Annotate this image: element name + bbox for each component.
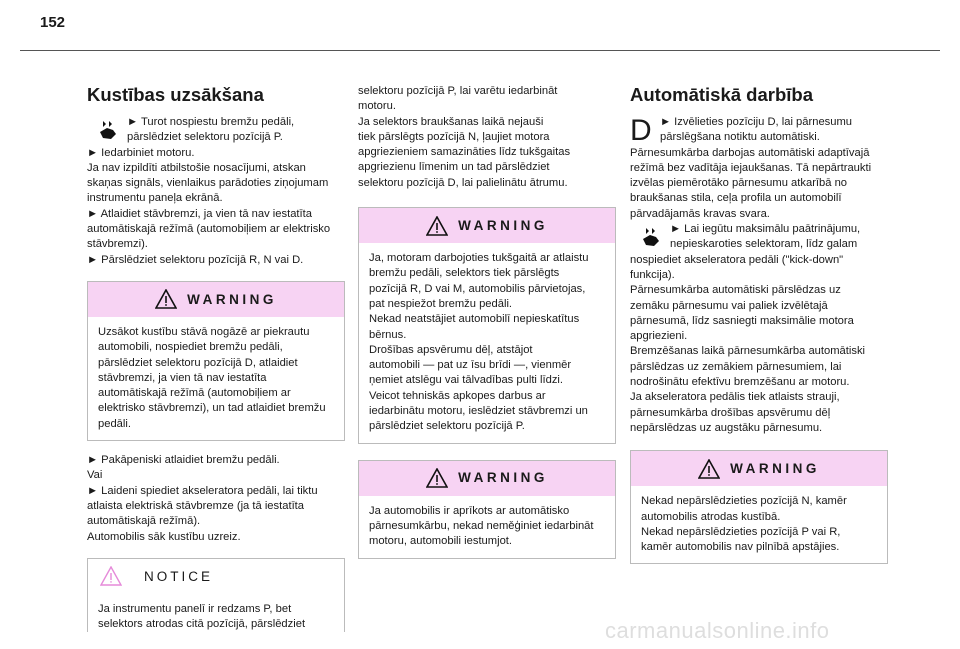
text-line: nepieskaroties selektoram, līdz galam — [670, 238, 858, 251]
text-line: pārslēdziet selektoru pozīcijā D, atlaidiet — [98, 356, 298, 369]
text-line: pārnesumā, līdz sasniegti maksimālie motora — [630, 314, 854, 327]
text-line: Pārnesumkārba automātiski pārslēdzas uz — [630, 284, 841, 297]
text-line: pat nespiežot bremžu pedāli. — [369, 297, 513, 310]
text-line: Ja instrumentu panelī ir redzams P, bet — [98, 602, 292, 615]
text-line: pedāli. — [98, 417, 131, 430]
paragraph-continued — [358, 84, 616, 191]
text-line: automātiskajā režīmā (automobiļiem ar elektrisko — [87, 223, 331, 236]
text-line: selektoru pozīcijā P, lai varētu iedarbināt — [358, 85, 558, 97]
text-line: automātiskajā režīmā (automobiļiem ar — [98, 387, 291, 400]
text-line: pozīcijā R, D vai M, automobilis pārvietojas, — [369, 282, 586, 295]
text-line: izvēlas piemērotāko pārnesumu atkarībā no — [630, 177, 848, 190]
d-instruction — [630, 115, 888, 146]
hand-instruction — [630, 222, 888, 253]
notice-header — [88, 559, 344, 594]
text-line: selektors atrodas citā pozīcijā, pārslēdziet — [98, 618, 306, 631]
text-line: Ja selektors braukšanas laikā nejauši — [358, 115, 544, 128]
paragraph-release — [87, 453, 345, 545]
text-line: ► Lai iegūtu maksimālu paātrinājumu, — [670, 223, 861, 236]
warning-box — [358, 207, 616, 444]
text-line: ► Izvēlieties pozīciju D, lai pārnesumu — [660, 116, 853, 128]
section-title-automatic: Automātiskā darbība — [630, 84, 813, 105]
warning-box — [358, 460, 616, 559]
notice-title: NOTICE — [144, 568, 214, 584]
text-line: ► Iedarbiniet motoru. — [87, 146, 195, 159]
text-line: apgriezieni. — [630, 330, 688, 343]
text-line: pārslēgšana notiktu automātiski. — [660, 131, 820, 144]
text-line: nodrošinātu efektīvu bremzēšanu ar motoru. — [630, 376, 850, 389]
text-line: automobili, nospiediet bremžu pedāli, — [98, 341, 283, 354]
text-line: nospiediet akseleratora pedāli ("kick-down" — [630, 253, 844, 266]
text-line: Nekad neatstājiet automobilī nepieskatītus — [369, 313, 580, 326]
warning-title: WARNING — [458, 217, 548, 233]
text-line: ► Pārslēdziet selektoru pozīcijā R, N vai D. — [87, 253, 304, 266]
text-line: Uzsākot kustību stāvā nogāzē ar piekrautu — [98, 325, 310, 338]
page-number: 152 — [40, 14, 66, 31]
warning-triangle-icon — [155, 289, 177, 309]
text-line: motoru, automobili iestumjot. — [369, 535, 513, 548]
warning-title: WARNING — [187, 291, 277, 307]
warning-header — [631, 451, 887, 486]
text-line: Nekad nepārslēdzieties pozīcijā N, kamēr — [641, 495, 847, 508]
text-line: atlaista elektriskā stāvbremze (ja tā iestatīta — [87, 499, 305, 512]
text-line: Automobilis sāk kustību uzreiz. — [87, 530, 241, 543]
text-line: pārslēdzas uz zemākiem pārnesumiem, lai — [630, 360, 842, 373]
hand-on-lever-icon — [97, 118, 119, 140]
text-line: zemāku pārnesumu vai paliek izvēlētajā — [630, 299, 828, 312]
text-line: skaņas signāls, vienlaikus parādoties ziņojumam — [87, 177, 329, 190]
text-line: Pārnesumkārba darbojas automātiski adaptīvajā — [630, 146, 870, 159]
text-line: pārslēdziet selektoru pozīcijā P. — [369, 420, 525, 433]
warning-body — [359, 496, 615, 558]
text-line: braukšanas stila, ceļa profila un automobilī — [630, 192, 842, 205]
warning-triangle-icon — [426, 216, 448, 236]
text-line: pārnesumkārba drošības apsvērumu dēļ — [630, 406, 831, 419]
text-line: nepārslēdzas uz augstāku pārnesumu. — [630, 421, 823, 434]
warning-box — [630, 450, 888, 564]
warning-header — [88, 282, 344, 317]
text-line: ► Pakāpeniski atlaidiet bremžu pedāli. — [87, 454, 280, 467]
watermark: carmanualsonline.info — [605, 618, 830, 643]
text-line: Ja, motoram darbojoties tukšgaitā ar atlaistu — [369, 252, 589, 265]
text-line: stāvbremzi, ja vien tā nav iestatīta — [98, 371, 267, 384]
warning-title: WARNING — [730, 461, 820, 477]
text-line: Ja nav izpildīti atbilstošie nosacījumi, atskan — [87, 161, 306, 174]
column-1 — [87, 70, 345, 632]
text-line: tiek pārslēgts pozīcijā N, ļaujiet motora — [358, 130, 550, 143]
warning-triangle-icon — [698, 459, 720, 479]
text-line: automobili — pat uz īsu brīdi —, vienmēr — [369, 359, 572, 372]
d-position-symbol: D — [630, 114, 652, 147]
text-line: ► Atlaidiet stāvbremzi, ja vien tā nav iestatīta — [87, 207, 312, 220]
text-line: kamēr automobilis nav pilnībā apstājies. — [641, 541, 840, 554]
text-line: bērnus. — [369, 328, 407, 341]
notice-body — [88, 594, 344, 633]
text-line: Drošības apsvērumu dēļ, atstājot — [369, 343, 533, 356]
text-line: Veicot tehniskās apkopes darbus ar — [369, 389, 546, 402]
warning-triangle-icon — [426, 468, 448, 488]
notice-triangle-icon — [100, 566, 122, 586]
text-line: elektrisko stāvbremzi), un tad atlaidiet bremžu — [98, 402, 326, 415]
header-divider — [20, 50, 940, 51]
text-line: Ja akseleratora pedālis tiek atlaists strauji, — [630, 391, 840, 404]
text-line: automobilis atrodas kustībā. — [641, 510, 781, 523]
column-3 — [630, 70, 888, 564]
text-line: stāvbremzi). — [87, 238, 148, 251]
text-line: apgriezieniem samazināties līdz tukšgaitas — [358, 146, 571, 159]
text-line: apgriezienu līmenim un tad pārslēdziet — [358, 161, 550, 174]
text-line: ► Laideni spiediet akseleratora pedāli, lai tiktu — [87, 484, 318, 497]
hand-instruction — [87, 115, 345, 146]
text-line: motoru. — [358, 100, 396, 113]
notice-box — [87, 558, 345, 633]
warning-body — [359, 243, 615, 443]
text-line: funkcija). — [630, 268, 675, 281]
warning-header — [359, 461, 615, 496]
hand-on-lever-icon — [640, 225, 662, 247]
text-line: iedarbinātu motoru, ieslēdziet stāvbremzi un — [369, 405, 588, 418]
text-line: Ja automobilis ir aprīkots ar automātisko — [369, 504, 570, 517]
text-line: ņemiet atslēgu vai tālvadības pulti līdzi. — [369, 374, 564, 387]
text-line: instrumentu paneļa ekrānā. — [87, 192, 223, 205]
warning-header — [359, 208, 615, 243]
text-line: pārslēdziet selektoru pozīcijā P. — [127, 131, 283, 144]
column-2 — [358, 84, 616, 559]
text-line: Nekad nepārslēdzieties pozīcijā P vai R, — [641, 525, 841, 538]
text-line: Bremzēšanas laikā pārnesumkārba automātiski — [630, 345, 866, 358]
paragraph-kickdown — [630, 253, 888, 437]
paragraph-adaptive — [630, 146, 888, 222]
text-line: selektoru pozīcijā D, lai palielinātu ātrumu. — [358, 176, 568, 189]
warning-box — [87, 281, 345, 441]
warning-title: WARNING — [458, 470, 548, 486]
text-line: automātiskajā režīmā). — [87, 515, 201, 528]
paragraph-start — [87, 146, 345, 268]
section-title-starting: Kustības uzsākšana — [87, 84, 264, 105]
text-line: pārvadājamās kravas svara. — [630, 207, 770, 220]
text-line: Vai — [87, 469, 103, 482]
text-line: pārnesumkārbu, nekad neměģiniet iedarbināt — [369, 519, 594, 532]
text-line: ► Turot nospiestu bremžu pedāli, — [127, 116, 295, 128]
text-line: režīmā bez vadītāja iejaukšanas. Tā nepārtraukti — [630, 161, 872, 174]
warning-body — [631, 486, 887, 563]
warning-body — [88, 317, 344, 440]
text-line: bremžu pedāli, selektors tiek pārslēgts — [369, 267, 560, 280]
